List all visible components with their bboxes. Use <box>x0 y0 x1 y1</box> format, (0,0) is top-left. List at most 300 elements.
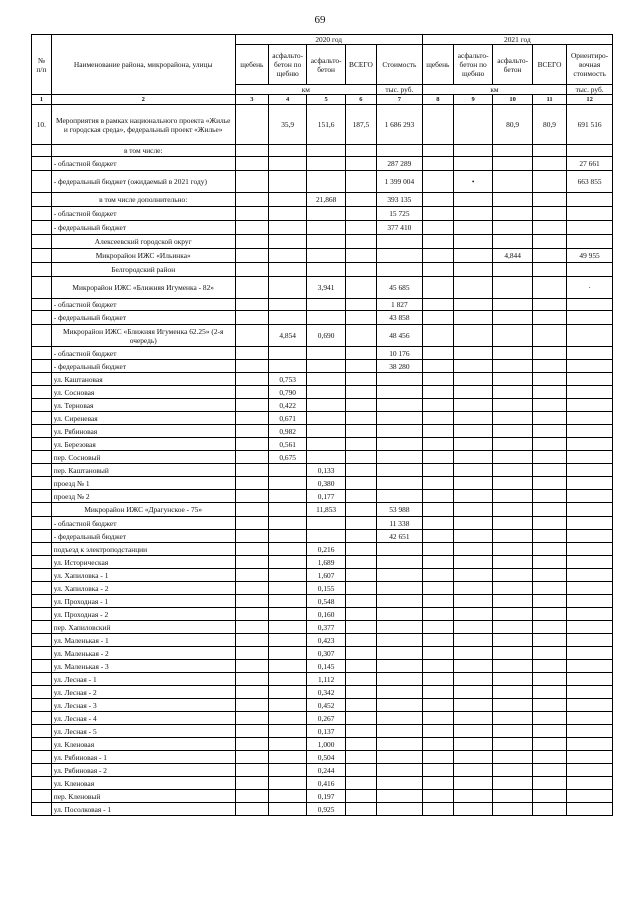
row-number <box>32 171 52 193</box>
row-number <box>32 777 52 790</box>
value-cell <box>532 634 566 647</box>
table-row <box>32 595 613 608</box>
value-cell <box>567 425 613 438</box>
value-cell <box>493 193 532 207</box>
value-cell <box>493 621 532 634</box>
table-row <box>32 425 613 438</box>
value-cell <box>532 660 566 673</box>
value-cell <box>345 503 376 517</box>
value-cell <box>377 477 423 490</box>
value-cell <box>422 325 453 347</box>
value-cell <box>235 699 268 712</box>
value-cell <box>377 582 423 595</box>
value-cell <box>453 299 492 311</box>
table-row <box>32 221 613 235</box>
value-cell <box>422 517 453 530</box>
row-name: Белгородский район <box>51 263 235 277</box>
value-cell <box>345 263 376 277</box>
value-cell <box>453 425 492 438</box>
value-cell <box>493 207 532 221</box>
value-cell <box>453 386 492 399</box>
value-cell: 0,307 <box>307 647 345 660</box>
value-cell <box>235 543 268 556</box>
row-number <box>32 686 52 699</box>
value-cell <box>345 738 376 751</box>
table-row <box>32 751 613 764</box>
table-row <box>32 543 613 556</box>
table-row <box>32 299 613 311</box>
sub-header: щебень <box>235 45 268 85</box>
value-cell <box>532 207 566 221</box>
value-cell <box>345 425 376 438</box>
value-cell <box>345 517 376 530</box>
value-cell <box>345 686 376 699</box>
value-cell <box>453 777 492 790</box>
value-cell <box>422 490 453 503</box>
value-cell <box>268 477 306 490</box>
value-cell: 1 686 293 <box>377 105 423 145</box>
value-cell <box>377 263 423 277</box>
value-cell <box>453 751 492 764</box>
roads-table <box>31 34 613 816</box>
row-name: ул. Каштановая <box>51 373 235 386</box>
row-number: 10. <box>32 105 52 145</box>
value-cell <box>422 477 453 490</box>
value-cell <box>307 171 345 193</box>
value-cell <box>567 764 613 777</box>
value-cell <box>307 530 345 543</box>
row-name: ул. Проходная - 2 <box>51 608 235 621</box>
value-cell <box>532 725 566 738</box>
row-name: ул. Проходная - 1 <box>51 595 235 608</box>
value-cell: 10 176 <box>377 347 423 360</box>
value-cell: 0,244 <box>307 764 345 777</box>
value-cell <box>493 311 532 325</box>
table-row <box>32 621 613 634</box>
value-cell <box>567 673 613 686</box>
value-cell <box>377 543 423 556</box>
column-number: 10 <box>493 95 532 105</box>
value-cell <box>567 738 613 751</box>
year-2020-header: 2020 год <box>235 35 422 45</box>
value-cell <box>567 360 613 373</box>
value-cell <box>345 699 376 712</box>
value-cell: 0,690 <box>307 325 345 347</box>
value-cell <box>268 803 306 816</box>
page-number: 69 <box>314 14 326 26</box>
value-cell: 0,925 <box>307 803 345 816</box>
table-row <box>32 569 613 582</box>
value-cell <box>345 712 376 725</box>
value-cell <box>453 105 492 145</box>
value-cell <box>377 634 423 647</box>
value-cell <box>422 171 453 193</box>
value-cell <box>377 621 423 634</box>
value-cell <box>235 660 268 673</box>
row-name: проезд № 1 <box>51 477 235 490</box>
value-cell <box>422 595 453 608</box>
value-cell <box>453 477 492 490</box>
value-cell <box>235 425 268 438</box>
sub-header: ВСЕГО <box>532 45 566 85</box>
value-cell <box>453 263 492 277</box>
value-cell: 187,5 <box>345 105 376 145</box>
value-cell <box>567 325 613 347</box>
row-name: Микрорайон ИЖС «Драгунское - 75» <box>51 503 235 517</box>
value-cell <box>453 764 492 777</box>
value-cell <box>268 263 306 277</box>
value-cell <box>493 477 532 490</box>
year-2021-header: 2021 год <box>422 35 612 45</box>
value-cell <box>422 105 453 145</box>
value-cell <box>453 277 492 299</box>
row-name: - областной бюджет <box>51 347 235 360</box>
value-cell <box>422 790 453 803</box>
value-cell <box>453 673 492 686</box>
value-cell <box>268 712 306 725</box>
table-row <box>32 360 613 373</box>
row-name: ул. Историческая <box>51 556 235 569</box>
value-cell <box>345 464 376 477</box>
value-cell <box>567 464 613 477</box>
row-number <box>32 556 52 569</box>
row-number <box>32 569 52 582</box>
value-cell <box>345 386 376 399</box>
value-cell <box>377 777 423 790</box>
value-cell <box>532 477 566 490</box>
column-number: 9 <box>453 95 492 105</box>
value-cell <box>235 299 268 311</box>
value-cell <box>235 249 268 263</box>
value-cell <box>422 347 453 360</box>
value-cell <box>307 373 345 386</box>
value-cell <box>235 556 268 569</box>
value-cell <box>532 157 566 171</box>
value-cell <box>493 451 532 464</box>
value-cell <box>235 145 268 157</box>
value-cell: 11 338 <box>377 517 423 530</box>
value-cell <box>453 686 492 699</box>
value-cell: 80,9 <box>532 105 566 145</box>
value-cell: 0,790 <box>268 386 306 399</box>
value-cell <box>532 249 566 263</box>
value-cell <box>235 530 268 543</box>
value-cell <box>422 451 453 464</box>
value-cell <box>453 347 492 360</box>
table-row <box>32 699 613 712</box>
value-cell <box>268 171 306 193</box>
value-cell <box>377 790 423 803</box>
value-cell <box>567 438 613 451</box>
table-row <box>32 790 613 803</box>
row-number <box>32 464 52 477</box>
value-cell: 1,689 <box>307 556 345 569</box>
value-cell <box>567 373 613 386</box>
row-number <box>32 517 52 530</box>
value-cell <box>235 608 268 621</box>
value-cell <box>493 145 532 157</box>
sub-header: асфальто-бетон по щебню <box>453 45 492 85</box>
col-name-header: Наименование района, микрорайона, улицы <box>51 35 235 95</box>
row-number <box>32 277 52 299</box>
value-cell <box>235 751 268 764</box>
value-cell <box>453 582 492 595</box>
table-row <box>32 145 613 157</box>
row-name: ул. Хапиловка - 1 <box>51 569 235 582</box>
value-cell <box>493 490 532 503</box>
value-cell: 0,155 <box>307 582 345 595</box>
value-cell <box>532 360 566 373</box>
value-cell: 43 858 <box>377 311 423 325</box>
value-cell <box>345 438 376 451</box>
value-cell: 4,844 <box>493 249 532 263</box>
sub-header: щебень <box>422 45 453 85</box>
value-cell <box>567 517 613 530</box>
value-cell: 287 289 <box>377 157 423 171</box>
value-cell <box>493 543 532 556</box>
value-cell: 0,342 <box>307 686 345 699</box>
value-cell <box>422 647 453 660</box>
table-row <box>32 686 613 699</box>
value-cell <box>377 660 423 673</box>
table-row <box>32 347 613 360</box>
row-number <box>32 386 52 399</box>
value-cell <box>453 207 492 221</box>
value-cell <box>532 751 566 764</box>
row-name: ул. Сиреневая <box>51 412 235 425</box>
table-row <box>32 738 613 751</box>
value-cell <box>345 157 376 171</box>
table-row <box>32 503 613 517</box>
value-cell <box>307 438 345 451</box>
value-cell <box>532 386 566 399</box>
row-number <box>32 530 52 543</box>
value-cell <box>493 277 532 299</box>
value-cell <box>567 386 613 399</box>
row-name: пер. Кленовый <box>51 790 235 803</box>
value-cell <box>377 647 423 660</box>
row-name: пер. Сосновый <box>51 451 235 464</box>
value-cell: 45 685 <box>377 277 423 299</box>
row-number <box>32 477 52 490</box>
table-row <box>32 325 613 347</box>
value-cell <box>268 673 306 686</box>
row-number <box>32 412 52 425</box>
row-name: - областной бюджет <box>51 517 235 530</box>
row-name: ул. Маленькая - 2 <box>51 647 235 660</box>
value-cell <box>453 660 492 673</box>
column-number: 7 <box>377 95 423 105</box>
value-cell: 663 855 <box>567 171 613 193</box>
value-cell <box>235 412 268 425</box>
value-cell <box>453 556 492 569</box>
value-cell: 0,377 <box>307 621 345 634</box>
table-row <box>32 157 613 171</box>
value-cell: 1 399 004 <box>377 171 423 193</box>
value-cell: 0,133 <box>307 464 345 477</box>
value-cell <box>532 438 566 451</box>
value-cell <box>532 193 566 207</box>
value-cell <box>235 235 268 249</box>
value-cell <box>268 145 306 157</box>
row-number <box>32 595 52 608</box>
value-cell <box>235 503 268 517</box>
unit-label: тыс. руб. <box>567 85 613 95</box>
value-cell <box>567 145 613 157</box>
row-number <box>32 221 52 235</box>
value-cell <box>345 725 376 738</box>
value-cell <box>235 764 268 777</box>
table-row <box>32 399 613 412</box>
value-cell <box>493 530 532 543</box>
row-name: ул. Лесная - 5 <box>51 725 235 738</box>
row-number <box>32 207 52 221</box>
value-cell <box>377 764 423 777</box>
value-cell <box>307 263 345 277</box>
value-cell <box>532 712 566 725</box>
value-cell: 0,197 <box>307 790 345 803</box>
value-cell <box>493 790 532 803</box>
column-number: 11 <box>532 95 566 105</box>
value-cell <box>235 311 268 325</box>
value-cell <box>235 373 268 386</box>
row-name: в том числе: <box>51 145 235 157</box>
value-cell <box>307 207 345 221</box>
table-row <box>32 777 613 790</box>
value-cell <box>493 699 532 712</box>
value-cell <box>532 399 566 412</box>
value-cell <box>307 235 345 249</box>
value-cell <box>532 373 566 386</box>
value-cell <box>453 451 492 464</box>
value-cell: 0,416 <box>307 777 345 790</box>
value-cell <box>493 517 532 530</box>
value-cell <box>345 777 376 790</box>
row-number <box>32 311 52 325</box>
value-cell <box>453 634 492 647</box>
value-cell <box>453 738 492 751</box>
value-cell <box>567 634 613 647</box>
table-row <box>32 386 613 399</box>
value-cell <box>493 569 532 582</box>
value-cell <box>453 543 492 556</box>
value-cell <box>493 325 532 347</box>
value-cell <box>235 438 268 451</box>
row-name: ул. Хапиловка - 2 <box>51 582 235 595</box>
row-number <box>32 145 52 157</box>
value-cell <box>567 751 613 764</box>
value-cell <box>235 686 268 699</box>
value-cell <box>268 530 306 543</box>
value-cell <box>567 777 613 790</box>
row-number <box>32 325 52 347</box>
value-cell <box>453 517 492 530</box>
value-cell <box>453 325 492 347</box>
value-cell <box>422 764 453 777</box>
value-cell <box>268 686 306 699</box>
value-cell: 35,9 <box>268 105 306 145</box>
value-cell <box>422 686 453 699</box>
row-name: пер. Каштановый <box>51 464 235 477</box>
value-cell <box>235 360 268 373</box>
row-number <box>32 673 52 686</box>
value-cell <box>307 249 345 263</box>
value-cell <box>345 399 376 412</box>
row-name: ул. Рябиновая <box>51 425 235 438</box>
value-cell <box>377 569 423 582</box>
value-cell <box>422 399 453 412</box>
column-number: 1 <box>32 95 52 105</box>
unit-label: км <box>422 85 566 95</box>
value-cell <box>377 399 423 412</box>
value-cell <box>235 490 268 503</box>
value-cell <box>453 699 492 712</box>
row-number <box>32 790 52 803</box>
value-cell <box>453 503 492 517</box>
value-cell <box>345 451 376 464</box>
value-cell: 0,452 <box>307 699 345 712</box>
value-cell: 0,177 <box>307 490 345 503</box>
value-cell <box>567 582 613 595</box>
value-cell <box>493 634 532 647</box>
value-cell: 3,941 <box>307 277 345 299</box>
value-cell <box>453 235 492 249</box>
row-number <box>32 249 52 263</box>
value-cell <box>453 311 492 325</box>
column-number: 8 <box>422 95 453 105</box>
value-cell: 21,868 <box>307 193 345 207</box>
value-cell <box>453 157 492 171</box>
value-cell <box>268 360 306 373</box>
value-cell <box>453 608 492 621</box>
row-number <box>32 634 52 647</box>
value-cell <box>532 738 566 751</box>
value-cell <box>567 399 613 412</box>
row-number <box>32 543 52 556</box>
unit-label: км <box>235 85 376 95</box>
value-cell <box>345 764 376 777</box>
value-cell <box>268 157 306 171</box>
value-cell <box>493 299 532 311</box>
value-cell <box>567 660 613 673</box>
value-cell <box>345 647 376 660</box>
value-cell <box>493 221 532 235</box>
row-number <box>32 803 52 816</box>
value-cell: 0,137 <box>307 725 345 738</box>
value-cell <box>532 145 566 157</box>
value-cell: 15 725 <box>377 207 423 221</box>
value-cell <box>532 311 566 325</box>
value-cell <box>532 777 566 790</box>
value-cell <box>235 738 268 751</box>
value-cell <box>345 582 376 595</box>
value-cell <box>307 221 345 235</box>
value-cell: 691 516 <box>567 105 613 145</box>
value-cell <box>377 725 423 738</box>
value-cell <box>567 595 613 608</box>
value-cell <box>567 193 613 207</box>
value-cell <box>422 582 453 595</box>
value-cell <box>268 777 306 790</box>
table-row <box>32 634 613 647</box>
value-cell <box>422 207 453 221</box>
table-row <box>32 311 613 325</box>
value-cell <box>493 803 532 816</box>
value-cell <box>422 373 453 386</box>
row-name: ул. Лесная - 1 <box>51 673 235 686</box>
value-cell <box>532 608 566 621</box>
value-cell <box>377 249 423 263</box>
